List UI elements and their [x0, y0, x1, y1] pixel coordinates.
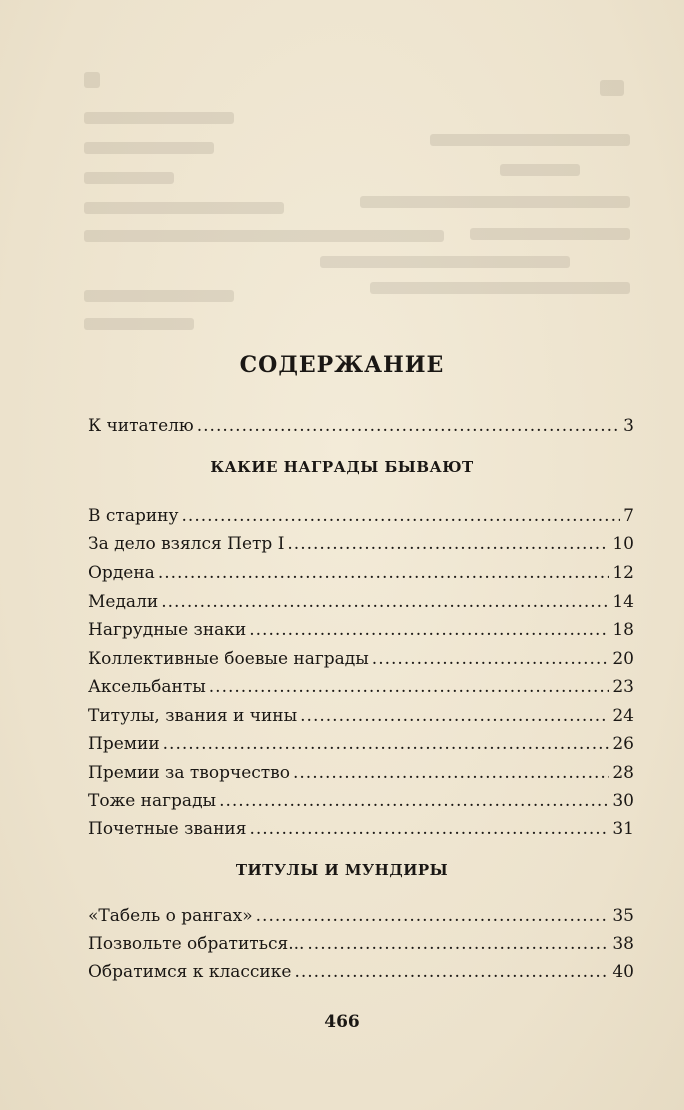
toc-entry-label: За дело взялся Петр I — [88, 534, 285, 554]
toc-entry[interactable] — [88, 959, 634, 985]
dot-leader — [209, 674, 610, 700]
toc-entry-label: Тоже награды — [88, 791, 217, 811]
toc-entry-page: 18 — [612, 620, 634, 640]
dot-leader — [197, 413, 620, 439]
toc-entry-page: 3 — [623, 416, 634, 436]
toc-entry-label: Коллективные боевые награды — [88, 649, 369, 669]
toc-entry-label: Премии — [88, 734, 160, 754]
page-title: СОДЕРЖАНИЕ — [239, 352, 445, 378]
toc-entry[interactable] — [88, 731, 634, 757]
toc-entry[interactable] — [88, 703, 634, 729]
toc-entry-intro[interactable] — [88, 413, 634, 439]
toc-entry-page: 28 — [612, 763, 634, 783]
toc-entry-label: «Табель о рангах» — [88, 906, 253, 926]
toc-entry[interactable] — [88, 503, 634, 529]
toc-entry-page: 14 — [612, 592, 634, 612]
toc-entry[interactable] — [88, 931, 634, 957]
dot-leader — [307, 931, 609, 957]
toc-entry-label: Титулы, звания и чины — [88, 706, 298, 726]
toc-entry-label: Почетные звания — [88, 819, 247, 839]
toc-entry-page: 35 — [612, 906, 634, 926]
toc-entry[interactable] — [88, 531, 634, 557]
toc-entry[interactable] — [88, 760, 634, 786]
toc-entry-label: К читателю — [88, 416, 194, 436]
toc-entry-label: Позвольте обратиться... — [88, 934, 305, 954]
toc-entry-label: Медали — [88, 592, 159, 612]
toc-entry[interactable] — [88, 646, 634, 672]
dot-leader — [249, 816, 609, 842]
toc-entry-label: Аксельбанты — [88, 677, 206, 697]
page-number: 466 — [324, 1012, 360, 1032]
toc-entry-page: 12 — [612, 563, 634, 583]
toc-entry-page: 40 — [612, 962, 634, 982]
dot-leader — [287, 531, 609, 557]
toc-entry-page: 24 — [612, 706, 634, 726]
dot-leader — [163, 731, 610, 757]
dot-leader — [300, 703, 609, 729]
toc-entry[interactable] — [88, 816, 634, 842]
dot-leader — [249, 617, 609, 643]
toc-entry-page: 7 — [623, 506, 634, 526]
section-heading-1: КАКИЕ НАГРАДЫ БЫВАЮТ — [210, 458, 474, 476]
dot-leader — [158, 560, 610, 586]
toc-entry-label: Нагрудные знаки — [88, 620, 247, 640]
toc-entry[interactable] — [88, 674, 634, 700]
toc-entry[interactable] — [88, 903, 634, 929]
toc-entry-page: 10 — [612, 534, 634, 554]
toc-entry-page: 23 — [612, 677, 634, 697]
dot-leader — [294, 959, 609, 985]
dot-leader — [293, 760, 609, 786]
toc-entry[interactable] — [88, 589, 634, 615]
toc-entry[interactable] — [88, 617, 634, 643]
toc-entry-page: 30 — [612, 791, 634, 811]
section-heading-2: ТИТУЛЫ И МУНДИРЫ — [235, 861, 449, 879]
dot-leader — [219, 788, 609, 814]
toc-entry[interactable] — [88, 560, 634, 586]
toc-entry-label: В старину — [88, 506, 179, 526]
bleed-through-texture — [0, 0, 684, 330]
dot-leader — [182, 503, 621, 529]
toc-entry[interactable] — [88, 788, 634, 814]
toc-entry-page: 38 — [612, 934, 634, 954]
toc-entry-label: Премии за творчество — [88, 763, 290, 783]
toc-entry-page: 20 — [612, 649, 634, 669]
dot-leader — [161, 589, 609, 615]
toc-entry-page: 31 — [612, 819, 634, 839]
toc-entry-page: 26 — [612, 734, 634, 754]
toc-entry-label: Ордена — [88, 563, 155, 583]
dot-leader — [256, 903, 610, 929]
toc-entry-label: Обратимся к классике — [88, 962, 292, 982]
dot-leader — [372, 646, 610, 672]
